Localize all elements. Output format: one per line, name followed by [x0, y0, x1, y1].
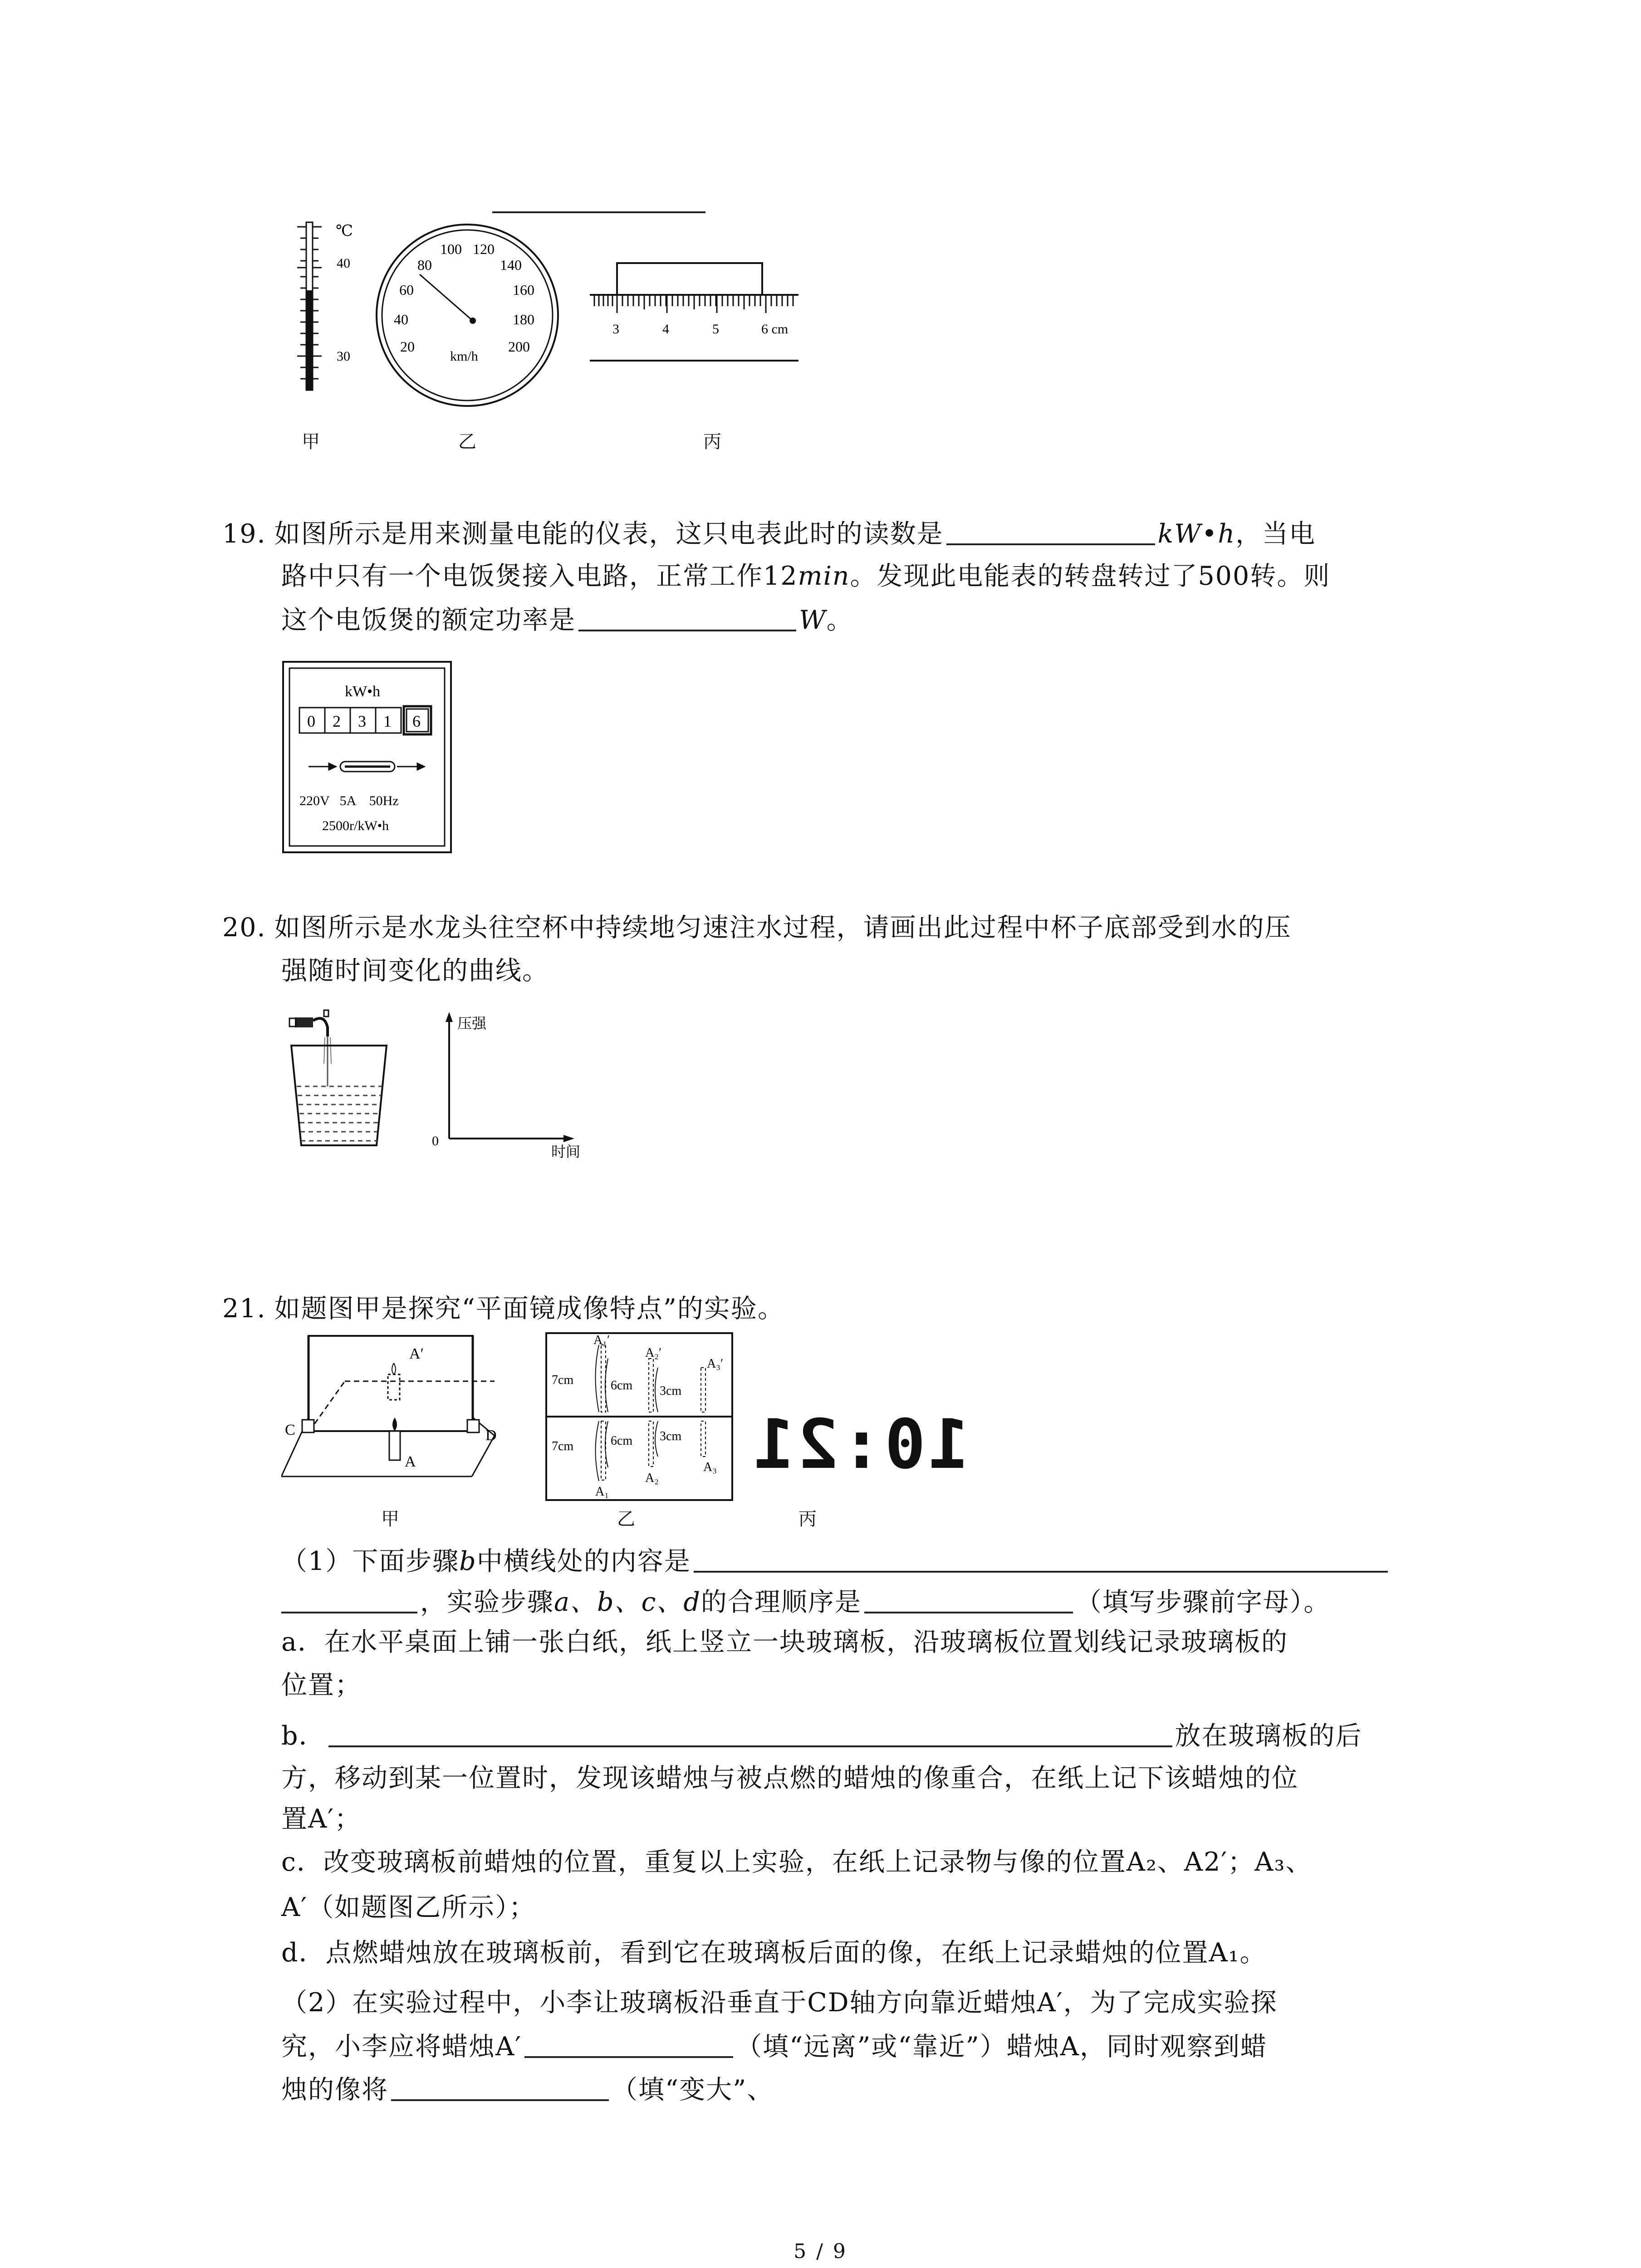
q21-step-b-line1: b． 放在玻璃板的后: [281, 1719, 1362, 1752]
q21-p1-line1: （1）下面步骤b中横线处的内容是: [281, 1545, 1391, 1577]
mirror-clock-caption: 丙: [798, 1509, 817, 1530]
speed-label-60: 60: [399, 282, 414, 298]
label-a3: A₃: [703, 1460, 717, 1474]
speed-label-20: 20: [400, 338, 415, 355]
speed-label-100: 100: [440, 241, 462, 257]
q21-step-a-line1: a．在水平桌面上铺一张白纸，纸上竖立一块玻璃板，沿玻璃板位置划线记录玻璃板的: [281, 1627, 1288, 1657]
meter-digit-3: 3: [358, 712, 366, 730]
speedometer-caption: 乙: [458, 431, 476, 452]
q18-answer-blank[interactable]: [492, 211, 705, 213]
q21-step-b-line3: 置A′；: [281, 1804, 362, 1834]
thermometer-tick-40: 40: [337, 256, 350, 271]
speed-label-40: 40: [394, 311, 408, 327]
q19-number: 19.: [222, 519, 266, 549]
q21-step-c-line1: c．改变玻璃板前蜡烛的位置，重复以上实验，在纸上记录物与像的位置A₂、A2′；A₃、: [281, 1847, 1313, 1877]
q21-p2-line2: 究，小李应将蜡烛A′ （填“远离”或“靠近”）蜡烛A，同时观察到蜡: [281, 2030, 1267, 2063]
label-a2-prime: A₂′: [645, 1346, 662, 1360]
label-6cm-bottom: 6cm: [611, 1434, 633, 1448]
ruler-label-5: 5: [712, 322, 719, 337]
label-a2: A₂: [645, 1471, 659, 1485]
q19-line3: 这个电饭煲的额定功率是 W。: [281, 603, 853, 636]
thermometer-unit: ℃: [336, 223, 353, 240]
q21-step-a-line2: 位置；: [281, 1670, 362, 1700]
meter-constant: 2500r/kW•h: [322, 818, 389, 833]
q21-step-d: d．点燃蜡烛放在玻璃板前，看到它在玻璃板后面的像，在纸上记录蜡烛的位置A₁。: [281, 1938, 1267, 1968]
energy-meter-figure: [281, 660, 454, 855]
speed-label-180: 180: [513, 311, 534, 327]
speedometer-figure: [372, 220, 563, 411]
speed-label-200: 200: [508, 338, 530, 355]
q20-number: 20.: [222, 913, 266, 943]
meter-disk: [309, 762, 424, 772]
q21-intro: 21. 如题图甲是探究“平面镜成像特点”的实验。: [222, 1294, 784, 1324]
q21-step-b-inline-blank[interactable]: [328, 1719, 1172, 1747]
q21-p2-line3: 烛的像将 （填“变大”、: [281, 2073, 774, 2106]
q19-line1: 19. 如图所示是用来测量电能的仪表，这只电表此时的读数是 kW•h，当电: [222, 517, 1316, 550]
q19-power-blank[interactable]: [578, 603, 796, 631]
ruler-caption: 丙: [703, 431, 721, 452]
thermometer-caption: 甲: [302, 431, 320, 452]
speedometer-needle: [420, 274, 473, 321]
mirror-setup-figure: [281, 1331, 504, 1504]
label-7cm-bottom: 7cm: [552, 1439, 574, 1453]
thermometer-tick-30: 30: [337, 349, 350, 364]
mirror-setup-caption: 甲: [381, 1509, 399, 1530]
faucet-cup-figure: [286, 1009, 413, 1150]
q19-line2: 路中只有一个电饭煲接入电路，正常工作12min。发现此电能表的转盘转过了500转。则: [281, 561, 1331, 591]
speed-label-80: 80: [417, 257, 432, 273]
label-a: A: [405, 1453, 416, 1470]
label-a1: A₁: [595, 1485, 609, 1499]
meter-rating: 220V 5A 50Hz: [299, 793, 399, 808]
record-sheet-figure: [544, 1331, 735, 1504]
label-3cm-bottom: 3cm: [660, 1429, 682, 1443]
q21-image-size-blank[interactable]: [391, 2073, 609, 2101]
q21-step-b-blank-2[interactable]: [281, 1585, 417, 1613]
graph-ylabel: 压强: [457, 1015, 487, 1031]
q21-move-blank[interactable]: [524, 2030, 733, 2058]
speedometer-unit: km/h: [450, 349, 478, 364]
thermometer-figure: [281, 218, 372, 399]
label-a-prime: A′: [409, 1345, 424, 1362]
meter-digit-1: 0: [307, 712, 315, 730]
label-3cm-top: 3cm: [660, 1384, 682, 1398]
ruler-label-3: 3: [612, 322, 619, 337]
graph-xlabel: 时间: [551, 1144, 581, 1159]
mirror-clock-display: 10:21: [751, 1405, 970, 1484]
speed-label-120: 120: [473, 241, 495, 257]
q21-step-c-line2: A′（如题图乙所示）；: [281, 1892, 536, 1922]
label-c: C: [285, 1422, 295, 1438]
label-7cm-top: 7cm: [552, 1373, 574, 1387]
label-a3-prime: A₃′: [707, 1357, 724, 1371]
page-number: 5 / 9: [794, 2240, 847, 2263]
speed-label-160: 160: [513, 282, 534, 298]
ruler-figure: [590, 259, 808, 376]
speed-label-140: 140: [500, 257, 522, 273]
graph-origin: 0: [432, 1134, 439, 1149]
label-6cm-top: 6cm: [611, 1378, 633, 1393]
q21-p1-line2: ，实验步骤a、b、c、d的合理顺序是 （填写步骤前字母）。: [281, 1585, 1330, 1618]
ruler-label-4: 4: [662, 322, 669, 337]
pressure-time-axes: [431, 1009, 603, 1159]
q20-line2: 强随时间变化的曲线。: [281, 956, 549, 986]
q19-unit-kwh: kW•h: [1157, 519, 1236, 549]
q20-line1: 20. 如图所示是水龙头往空杯中持续地匀速注水过程，请画出此过程中杯子底部受到水的压: [222, 913, 1292, 943]
q19-reading-blank[interactable]: [946, 517, 1155, 545]
meter-digit-2: 2: [333, 712, 341, 730]
q21-order-blank[interactable]: [864, 1585, 1073, 1613]
q21-p2-line1: （2）在实验过程中，小李让玻璃板沿垂直于CD轴方向靠近蜡烛A′，为了完成实验探: [281, 1988, 1278, 2018]
meter-unit: kW•h: [345, 683, 380, 700]
q21-step-b-blank-1[interactable]: [694, 1545, 1388, 1573]
q21-number: 21.: [222, 1294, 266, 1324]
meter-digit-5: 6: [412, 712, 421, 730]
label-a1-prime: A₁′: [593, 1333, 610, 1347]
label-d: D: [485, 1427, 497, 1444]
ruler-label-6cm: 6 cm: [761, 322, 789, 337]
record-sheet-caption: 乙: [617, 1509, 635, 1530]
q21-step-b-line2: 方，移动到某一位置时，发现该蜡烛与被点燃的蜡烛的像重合，在纸上记下该蜡烛的位: [281, 1763, 1298, 1793]
meter-digit-4: 1: [383, 712, 392, 730]
